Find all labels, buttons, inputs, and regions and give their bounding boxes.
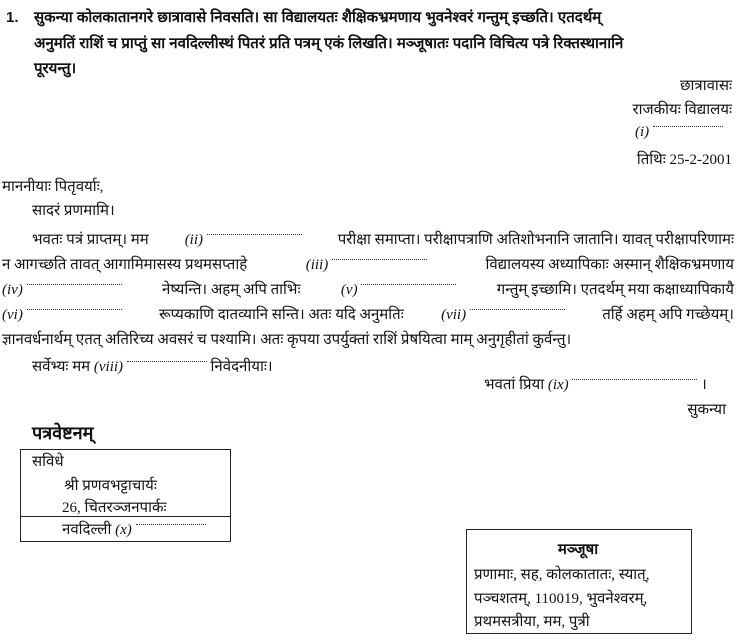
- address-line: राजकीयः विद्यालयः: [632, 102, 732, 118]
- fill-blank[interactable]: [572, 379, 697, 390]
- envelope-line: श्री प्रणवभट्टाचार्यः: [64, 478, 157, 494]
- blank-label: (ix): [547, 377, 569, 393]
- blank-label: (iii): [305, 257, 329, 273]
- fill-blank[interactable]: [361, 284, 456, 295]
- blank-label: (x): [115, 522, 132, 538]
- blank-label: (v): [340, 282, 358, 298]
- word-box-line: प्रथमसत्रीया, मम, पुत्री: [474, 614, 590, 630]
- fill-blank[interactable]: [27, 284, 122, 295]
- fill-blank[interactable]: [653, 126, 723, 137]
- envelope-title: पत्रवेष्टनम्: [32, 423, 94, 443]
- envelope-text: नवदिल्ली: [62, 522, 112, 538]
- body-line: [2, 280, 734, 300]
- blank-label: (iv): [2, 282, 23, 298]
- body-text: न आगच्छति तावत् आगामिमासस्य प्रथमसप्ताहे: [2, 257, 248, 273]
- envelope-line: सविधे: [32, 454, 64, 470]
- question-line: अनुमतिं राशिं च प्राप्तुं सा नवदिल्लीस्थं पितरं प्रति पत्रम् एकं लिखति। मञ्जूषातः पदानि विचित्य पत्रे रिक्तस्थानानि: [34, 35, 624, 52]
- address-line: छात्रावासः: [680, 78, 732, 94]
- closing-text: भवतां प्रिया: [484, 377, 545, 393]
- body-text: रूप्यकाणि दातव्यानि सन्ति। अतः यदि अनुमतिः: [158, 307, 404, 323]
- body-text: सर्वेभ्यः मम: [32, 359, 91, 375]
- body-text: नेष्यन्ति। अहम् अपि ताभिः: [162, 282, 301, 298]
- body-text: गन्तुम् इच्छामि। एतदर्थम् मया कक्षाध्यापिकायै: [496, 282, 734, 298]
- body-line: ज्ञानवर्धनार्थम् एतत् अतिरिच्य अवसरं च पश्यामि। अतः कृपया उपर्युक्तां राशिं प्रेषयित्वा माम् अनुगृहीतां कुर्वन्तु।: [2, 332, 572, 348]
- fill-blank[interactable]: [27, 309, 122, 320]
- blank-label: (ii): [184, 232, 204, 248]
- question-line: [34, 8, 734, 28]
- greeting: सादरं प्रणमामि।: [32, 203, 115, 219]
- fill-blank[interactable]: [127, 361, 207, 372]
- body-text: विद्यालयस्य अध्यापिकाः अस्मान् शैक्षिकभ्रमणाय: [485, 257, 734, 273]
- fill-blank[interactable]: [207, 234, 302, 245]
- closing-line: [484, 375, 707, 395]
- fill-blank[interactable]: [332, 259, 427, 270]
- blank-label: (vi): [2, 307, 23, 323]
- body-text: निवेदनीयाः।: [210, 359, 273, 375]
- danda: ।: [701, 377, 707, 393]
- salutation: माननीयाः पितृवर्याः,: [2, 179, 104, 195]
- envelope-box-frame: [20, 449, 231, 542]
- body-line: [2, 305, 734, 325]
- word-box-title: मञ्जूषा: [557, 542, 599, 558]
- body-line: [32, 230, 734, 250]
- fill-blank[interactable]: [470, 309, 565, 320]
- date: तिथिः 25-2-2001: [636, 152, 732, 168]
- body-line: [2, 255, 734, 275]
- body-text: भवतः पत्रं प्राप्तम्। मम: [32, 232, 149, 248]
- signature: सुकन्या: [687, 402, 726, 418]
- body-text: तर्हि अहम् अपि गच्छेयम्।: [602, 307, 734, 323]
- word-box-line: पञ्चशतम्, 110019, भुवनेश्वरम्,: [474, 591, 648, 607]
- word-box-line: प्रणामाः, सह, कोलकातातः, स्यात्,: [474, 567, 650, 583]
- question-line: पूरयन्तु।: [34, 60, 77, 77]
- question-number: 1.: [6, 9, 19, 26]
- address-blank-i: [635, 122, 723, 142]
- question-text: सुकन्या कोलकातानगरे छात्रावासे निवसति। सा विद्यालयतः शैक्षिकभ्रमणाय भुवनेश्वरं गन्तुम् इच्छति। एतदर्थम्: [34, 9, 602, 26]
- envelope-line: 26, चितरञ्जनपार्कः: [62, 500, 167, 516]
- body-text: परीक्षा समाप्ता। परीक्षापत्राणि अतिशोभनानि जातानि। यावत् परीक्षापरिणामः: [337, 232, 734, 248]
- blank-label: (vii): [441, 307, 467, 323]
- regards-line: [32, 357, 273, 377]
- blank-label: (i): [635, 124, 650, 140]
- blank-label: (viii): [93, 359, 124, 375]
